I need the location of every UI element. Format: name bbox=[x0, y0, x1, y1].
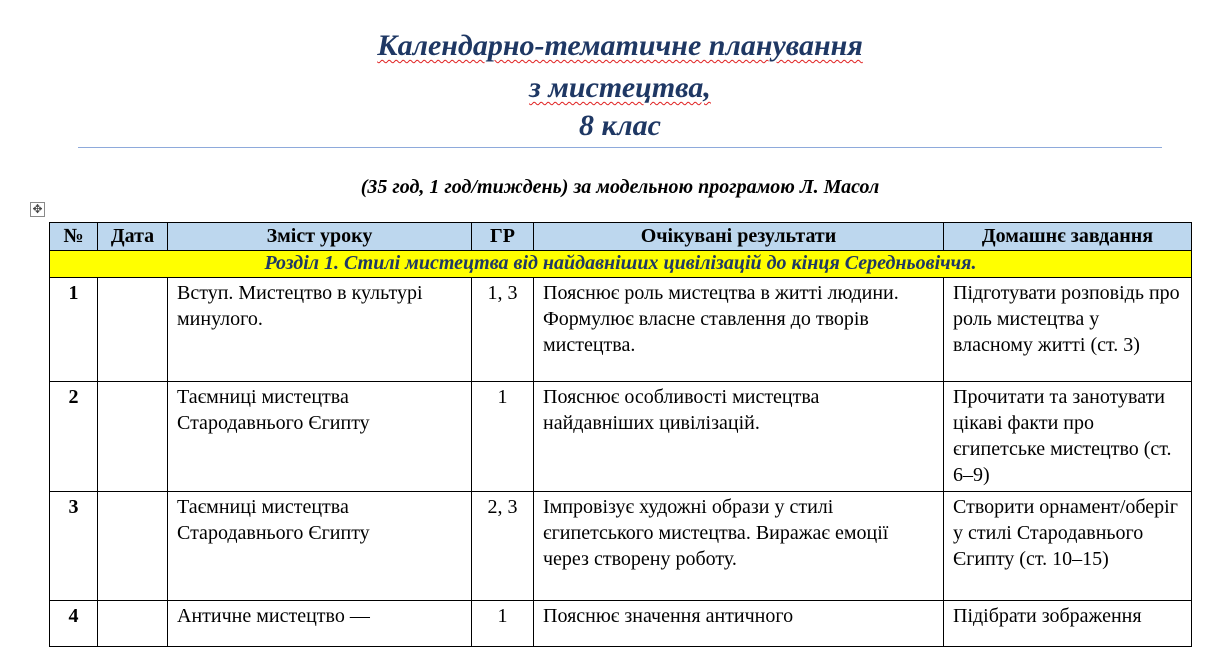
table-row bbox=[50, 278, 1192, 382]
header-gr: ГР bbox=[472, 223, 534, 251]
lesson-results: Пояснює особливості мистецтва найдавніших цивілізацій. bbox=[534, 382, 944, 492]
lesson-results: Імпровізує художні образи у стилі єгипетського мистецтва. Виражає емоції через створену роботу. bbox=[534, 492, 944, 601]
document-title-line-1: Календарно-тематичне планування bbox=[377, 29, 863, 62]
table-move-handle-icon[interactable]: ✥ bbox=[30, 202, 45, 217]
table-header-row bbox=[50, 223, 1192, 251]
table-row bbox=[50, 492, 1192, 601]
section-title: Розділ 1. Стилі мистецтва від найдавніших цивілізацій до кінця Середньовіччя. bbox=[50, 251, 1192, 278]
lesson-date bbox=[98, 492, 168, 601]
lesson-plan-table bbox=[49, 222, 1192, 647]
section-row bbox=[50, 251, 1192, 278]
lesson-gr: 1 bbox=[472, 601, 534, 647]
lesson-gr: 2, 3 bbox=[472, 492, 534, 601]
header-results: Очікувані результати bbox=[534, 223, 944, 251]
lesson-gr: 1 bbox=[472, 382, 534, 492]
lesson-homework: Підготувати розповідь про роль мистецтва у власному житті (ст. 3) bbox=[944, 278, 1192, 382]
lesson-homework: Створити орнамент/оберіг у стилі Стародавнього Єгипту (ст. 10–15) bbox=[944, 492, 1192, 601]
header-number: № bbox=[50, 223, 98, 251]
lesson-topic: Таємниці мистецтва Стародавнього Єгипту bbox=[168, 492, 472, 601]
lesson-topic: Таємниці мистецтва Стародавнього Єгипту bbox=[168, 382, 472, 492]
document-subtitle: (35 год, 1 год/тиждень) за модельною програмою Л. Масол bbox=[360, 176, 880, 198]
table-row bbox=[50, 601, 1192, 647]
lesson-number: 1 bbox=[50, 278, 98, 382]
lesson-homework: Прочитати та занотувати цікаві факти про єгипетське мистецтво (ст. 6–9) bbox=[944, 382, 1192, 492]
lesson-gr: 1, 3 bbox=[472, 278, 534, 382]
lesson-results: Пояснює роль мистецтва в житті людини. Формулює власне ставлення до творів мистецтва. bbox=[534, 278, 944, 382]
lesson-homework: Підібрати зображення bbox=[944, 601, 1192, 647]
table-row bbox=[50, 382, 1192, 492]
lesson-number: 4 bbox=[50, 601, 98, 647]
lesson-date bbox=[98, 382, 168, 492]
title-divider bbox=[78, 147, 1162, 148]
lesson-number: 2 bbox=[50, 382, 98, 492]
lesson-topic: Античне мистецтво — bbox=[168, 601, 472, 647]
header-date: Дата bbox=[98, 223, 168, 251]
header-homework: Домашнє завдання bbox=[944, 223, 1192, 251]
header-topic: Зміст уроку bbox=[168, 223, 472, 251]
lesson-date bbox=[98, 278, 168, 382]
lesson-date bbox=[98, 601, 168, 647]
document-title-line-2: з мистецтва, bbox=[529, 71, 711, 104]
lesson-results: Пояснює значення античного bbox=[534, 601, 944, 647]
lesson-topic: Вступ. Мистецтво в культурі минулого. bbox=[168, 278, 472, 382]
document-title-line-3: 8 клас bbox=[578, 109, 662, 142]
lesson-number: 3 bbox=[50, 492, 98, 601]
